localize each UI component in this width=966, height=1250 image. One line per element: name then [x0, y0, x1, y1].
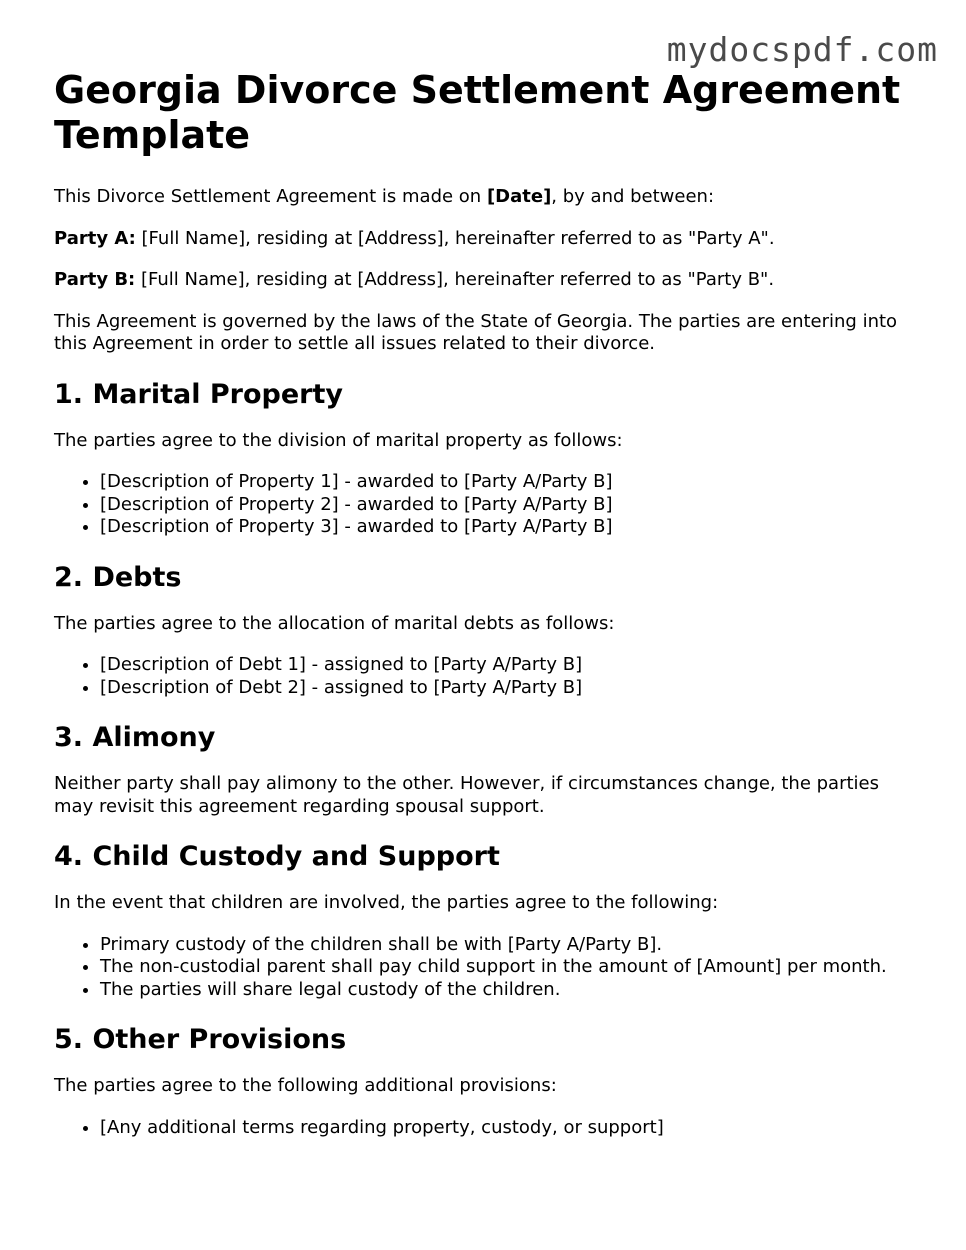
section-intro-other-provisions: The parties agree to the following additional provisions:	[54, 1075, 557, 1096]
section-intro-debts: The parties agree to the allocation of marital debts as follows:	[54, 612, 615, 634]
party-b-text: [Full Name], residing at [Address], hereinafter referred to as "Party B".	[135, 269, 775, 290]
document-title: Georgia Divorce Settlement Agreement Template	[54, 68, 901, 157]
document-page	[54, 68, 914, 1139]
governing-paragraph: This Agreement is governed by the laws of the State of Georgia. The parties are entering into this Agreement in order to settle all issues related to their divorce.	[54, 310, 898, 354]
list-item: • The non-custodial parent shall pay child support in the amount of [Amount] per month.	[100, 956, 914, 979]
list-item: • [Description of Debt 1] - assigned to [Party A/Party B]	[100, 654, 914, 677]
party-a-label: Party A:	[54, 227, 136, 249]
list-item: • [Description of Property 3] - awarded to [Party A/Party B]	[100, 516, 914, 539]
list-other-provisions	[54, 1117, 914, 1140]
list-debts	[54, 654, 914, 699]
list-item: • [Description of Property 1] - awarded to [Party A/Party B]	[100, 471, 914, 494]
list-item: • [Description of Property 2] - awarded to [Party A/Party B]	[100, 494, 914, 517]
section-heading-child-custody: 4. Child Custody and Support	[54, 841, 500, 872]
party-a-paragraph	[54, 228, 914, 251]
party-b-label: Party B:	[54, 269, 136, 290]
list-marital-property	[54, 471, 914, 539]
intro-paragraph	[54, 186, 914, 209]
list-item: • [Any additional terms regarding property, custody, or support]	[100, 1117, 914, 1140]
watermark: mydocspdf.com	[666, 30, 938, 69]
list-child-custody	[54, 934, 914, 1002]
list-item: • The parties will share legal custody of the children.	[100, 979, 914, 1002]
section-intro-marital-property: The parties agree to the division of marital property as follows:	[54, 429, 623, 451]
intro-date: [Date]	[486, 186, 552, 207]
section-heading-debts: 2. Debts	[54, 561, 182, 593]
section-heading-marital-property: 1. Marital Property	[54, 378, 343, 410]
section-text-alimony: Neither party shall pay alimony to the other. However, if circumstances change, the parties may revisit this agreement regarding spousal support.	[54, 773, 879, 817]
list-item: • [Description of Debt 2] - assigned to [Party A/Party B]	[100, 677, 914, 700]
section-intro-child-custody: In the event that children are involved, the parties agree to the following:	[54, 892, 719, 913]
intro-prefix: This Divorce Settlement Agreement is made on	[54, 186, 487, 207]
intro-suffix: , by and between:	[551, 186, 715, 207]
list-item: • Primary custody of the children shall be with [Party A/Party B].	[100, 934, 914, 957]
section-heading-other-provisions: 5. Other Provisions	[54, 1024, 347, 1055]
party-b-paragraph	[54, 269, 914, 292]
section-heading-alimony: 3. Alimony	[54, 722, 216, 753]
party-a-text: [Full Name], residing at [Address], hereinafter referred to as "Party A".	[135, 227, 775, 249]
